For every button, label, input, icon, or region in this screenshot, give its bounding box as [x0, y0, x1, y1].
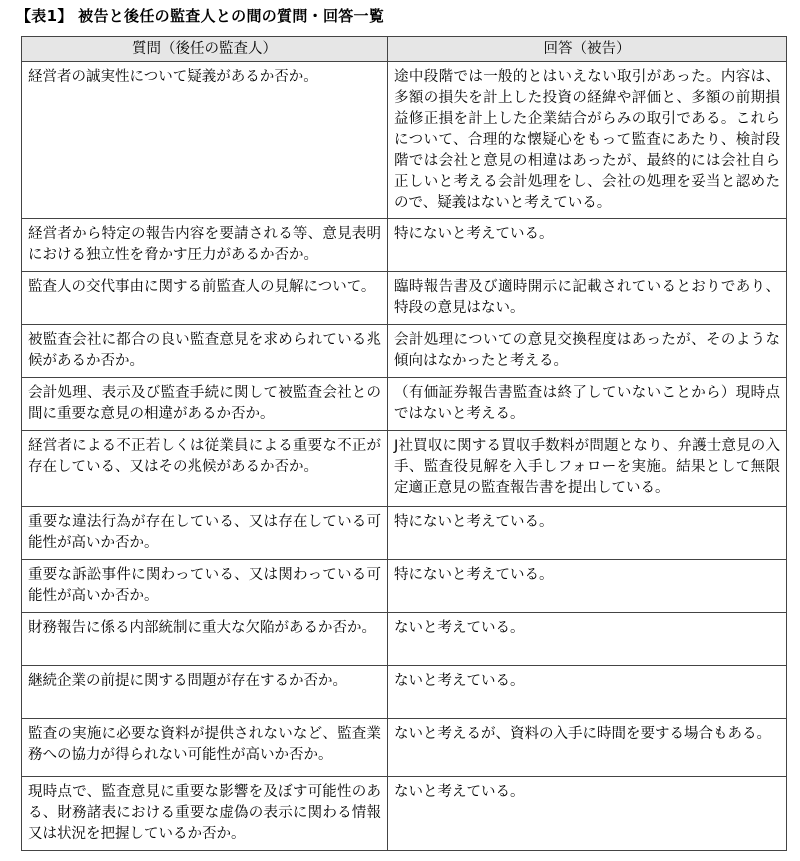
table-row [22, 777, 787, 851]
table-row [22, 62, 787, 219]
answer-cell: 特にないと考えている。 [388, 560, 787, 613]
answer-cell: 特にないと考えている。 [388, 219, 787, 272]
table-row [22, 719, 787, 777]
answer-cell: 途中段階では一般的とはいえない取引があった。内容は、多額の損失を計上した投資の経緯や評価と、多額の前期損益修正損を計上した企業結合がらみの取引である。これらについて、合理的な懐疑心をもって監査にあたり、検討段階では会社と意見の相違はあったが、最終的には会社自ら正しいと考える会計処理をし、会社の処理を妥当と認めたので、疑義はないと考えている。 [388, 62, 787, 219]
question-cell: 経営者による不正若しくは従業員による重要な不正が存在している、又はその兆候があるか否か。 [22, 431, 388, 507]
table-row [22, 325, 787, 378]
table-row [22, 272, 787, 325]
answer-cell: ないと考えている。 [388, 613, 787, 666]
answer-cell: ないと考えている。 [388, 666, 787, 719]
header-row [22, 37, 787, 62]
header-answer: 回答（被告） [388, 37, 787, 62]
table-row [22, 560, 787, 613]
table-row [22, 507, 787, 560]
answer-cell: J社買収に関する買収手数料が問題となり、弁護士意見の入手、監査役見解を入手しフォローを実施。結果として無限定適正意見の監査報告書を提出している。 [388, 431, 787, 507]
table-row [22, 666, 787, 719]
table-row [22, 219, 787, 272]
answer-cell: （有価証券報告書監査は終了していないことから）現時点ではないと考える。 [388, 378, 787, 431]
question-cell: 経営者から特定の報告内容を要請される等、意見表明における独立性を脅かす圧力があるか否か。 [22, 219, 388, 272]
table-row [22, 431, 787, 507]
header-question: 質問（後任の監査人） [22, 37, 388, 62]
answer-cell: ないと考えている。 [388, 777, 787, 851]
table-row [22, 613, 787, 666]
answer-cell: 会計処理についての意見交換程度はあったが、そのような傾向はなかったと考える。 [388, 325, 787, 378]
question-cell: 現時点で、監査意見に重要な影響を及ぼす可能性のある、財務諸表における重要な虚偽の表示に関わる情報又は状況を把握しているか否か。 [22, 777, 388, 851]
question-cell: 経営者の誠実性について疑義があるか否か。 [22, 62, 388, 219]
question-cell: 監査人の交代事由に関する前監査人の見解について。 [22, 272, 388, 325]
table-row [22, 378, 787, 431]
question-cell: 監査の実施に必要な資料が提供されないなど、監査業務への協力が得られない可能性が高いか否か。 [22, 719, 388, 777]
answer-cell: ないと考えるが、資料の入手に時間を要する場合もある。 [388, 719, 787, 777]
question-cell: 財務報告に係る内部統制に重大な欠陥があるか否か。 [22, 613, 388, 666]
qa-table [21, 36, 787, 851]
table-title: 【表1】 被告と後任の監査人との間の質問・回答一覧 [16, 7, 385, 25]
question-cell: 重要な違法行為が存在している、又は存在している可能性が高いか否か。 [22, 507, 388, 560]
question-cell: 重要な訴訟事件に関わっている、又は関わっている可能性が高いか否か。 [22, 560, 388, 613]
question-cell: 継続企業の前提に関する問題が存在するか否か。 [22, 666, 388, 719]
answer-cell: 臨時報告書及び適時開示に記載されているとおりであり、特段の意見はない。 [388, 272, 787, 325]
question-cell: 被監査会社に都合の良い監査意見を求められている兆候があるか否か。 [22, 325, 388, 378]
answer-cell: 特にないと考えている。 [388, 507, 787, 560]
question-cell: 会計処理、表示及び監査手続に関して被監査会社との間に重要な意見の相違があるか否か。 [22, 378, 388, 431]
